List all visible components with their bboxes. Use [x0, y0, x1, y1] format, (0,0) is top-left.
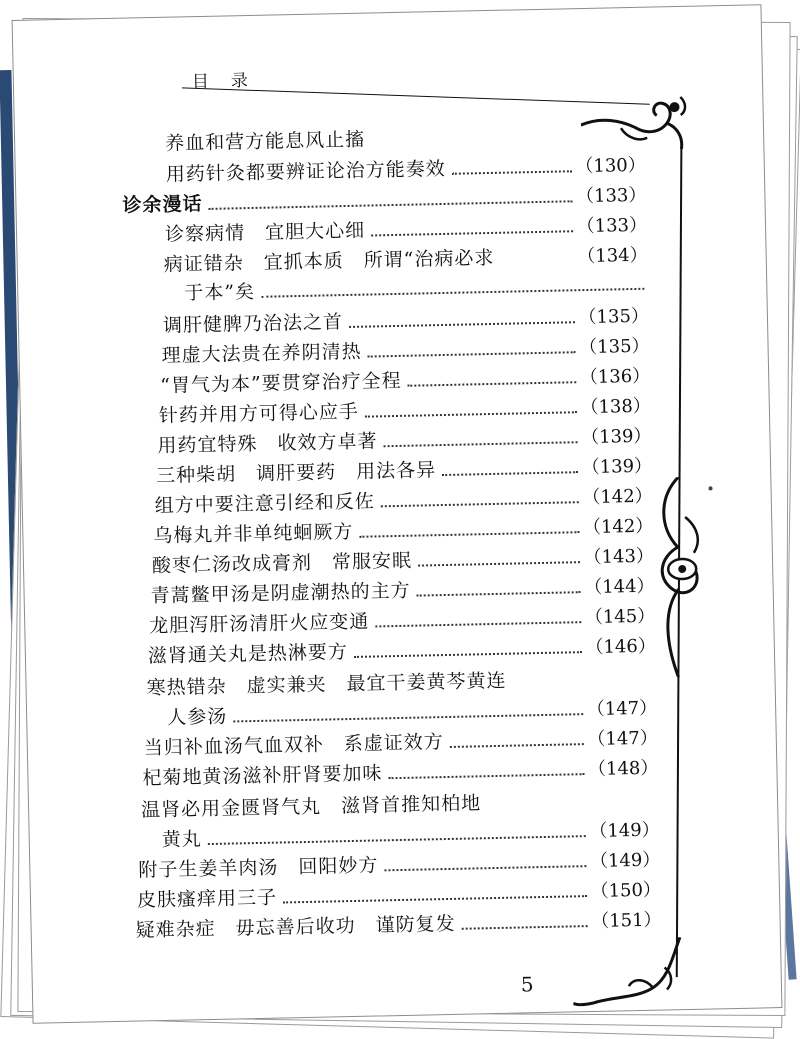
- dot-leader: [209, 200, 573, 210]
- toc-entry-text: 乌梅丸并非单纯蛔厥方: [153, 520, 354, 548]
- toc-entry-page: （136）: [579, 365, 651, 389]
- dot-leader: [417, 591, 581, 596]
- book-page: [12, 4, 783, 1023]
- toc-entry-page: （135）: [578, 305, 650, 329]
- page-header-title: 目录: [191, 70, 271, 93]
- toc-entry-page: （149）: [589, 819, 660, 843]
- dot-leader: [487, 806, 655, 810]
- dot-leader: [208, 835, 586, 845]
- toc-entry-text: 杞菊地黄汤滋补肝肾要加味: [142, 762, 383, 790]
- dot-leader: [365, 411, 577, 417]
- toc-entry-text: 调肝健脾乃治法之首: [162, 311, 344, 337]
- dot-leader: [381, 501, 579, 507]
- toc-entry-page: （148）: [587, 757, 659, 781]
- dot-leader: [371, 230, 573, 236]
- toc-entry-text: 用药宜特殊 收效方卓著: [157, 430, 378, 457]
- toc-entry-text: 组方中要注意引经和反佐: [154, 490, 375, 518]
- toc-entry-text: 当归补血汤气血双补 系虚证效方: [143, 731, 445, 760]
- toc-entry-page: （147）: [587, 727, 658, 751]
- toc-entry-text: 附子生姜羊肉汤 回阳妙方: [138, 854, 379, 882]
- dot-leader: [418, 561, 580, 566]
- side-ornament-icon: [648, 476, 712, 677]
- toc-entry-text: 疑难杂症 毋忘善后收功 谨防复发: [135, 912, 456, 942]
- toc-entry-page: （150）: [590, 879, 662, 903]
- dot-leader: [513, 684, 653, 687]
- toc-entry-text: 滋肾通关丸是热淋要方: [147, 641, 349, 668]
- toc-entry-page: （142）: [582, 485, 653, 509]
- toc-entry-text: 寒热错杂 虚实兼夹 最宜干姜黄芩黄连: [146, 669, 507, 700]
- toc-entry-text: 理虚大法贵在养阴清热: [161, 340, 362, 367]
- toc-entry-page: （139）: [581, 455, 653, 479]
- dot-leader: [408, 381, 576, 387]
- dot-leader: [501, 262, 574, 264]
- toc-entry-page: （144）: [584, 575, 655, 599]
- toc-entry-page: （142）: [582, 515, 654, 539]
- dot-leader: [261, 288, 644, 298]
- toc-entry-text: 人参汤: [166, 705, 228, 729]
- bottom-ornament-icon: [572, 937, 683, 1009]
- dot-leader: [462, 925, 588, 930]
- toc-entry-text: 温肾必用金匮肾气丸 滋肾首推知柏地: [140, 792, 482, 822]
- toc-section-title: 诊余漫话: [122, 193, 203, 217]
- dot-leader: [359, 531, 579, 538]
- toc-entry-text: 诊察病情 宜胆大心细: [164, 219, 366, 246]
- dot-leader: [384, 441, 578, 447]
- toc-entry-page: （134）: [577, 244, 648, 268]
- toc-entry-page: （151）: [590, 909, 662, 933]
- toc-entry-text: 皮肤瘙痒用三子: [136, 886, 278, 912]
- toc-entry-page: （133）: [576, 214, 648, 238]
- toc-entry-text: 三种柴胡 调肝要药 用法各异: [155, 459, 437, 488]
- dot-leader: [354, 651, 582, 658]
- toc-entry-text: 用药针灸都要辨证论治方能奏效: [165, 157, 447, 186]
- dot-leader: [368, 351, 576, 357]
- toc-entry-text: 青蒿鳖甲汤是阴虚潮热的主方: [150, 579, 411, 608]
- toc-entry-text: 酸枣仁汤改成膏剂 常服安眠: [151, 549, 413, 578]
- toc-entry-page: （138）: [580, 395, 652, 419]
- dot-leader: [442, 471, 578, 476]
- toc-entry-text: 于本”矣: [184, 280, 256, 305]
- toc-entry-page: （149）: [589, 849, 661, 873]
- dot-leader: [384, 865, 586, 871]
- dot-leader: [452, 170, 572, 175]
- speck: [708, 486, 712, 490]
- toc-entry-page: （143）: [583, 545, 655, 569]
- toc-entry-page: （135）: [578, 335, 650, 359]
- toc-entry-text: “胃气为本”要贯穿治疗全程: [160, 369, 402, 397]
- dot-leader: [450, 743, 584, 748]
- toc-entry-page: （139）: [580, 425, 652, 449]
- dot-leader: [283, 895, 587, 903]
- dot-leader: [233, 713, 583, 722]
- toc-entry-text: 龙胆泻肝汤清肝火应变通: [149, 610, 370, 638]
- dot-leader: [389, 773, 585, 779]
- toc-entry-page: （146）: [585, 635, 657, 659]
- toc-entry-text: 针药并用方可得心应手: [158, 400, 360, 427]
- toc-entry-text: 病证错杂 宜抓本质 所谓“治病必求: [163, 246, 495, 276]
- dot-leader: [349, 321, 575, 328]
- dot-leader: [375, 621, 581, 627]
- toc-entry-text: 黄丸: [161, 828, 203, 851]
- page-number: 5: [520, 972, 534, 997]
- toc-entry-page: （147）: [586, 697, 658, 721]
- toc-entry-page: （145）: [584, 605, 656, 629]
- toc-entry-page: （133）: [575, 184, 647, 208]
- toc-entry-text: 养血和营方能息风止搐: [164, 128, 366, 155]
- toc-entry-page: （130）: [575, 154, 646, 178]
